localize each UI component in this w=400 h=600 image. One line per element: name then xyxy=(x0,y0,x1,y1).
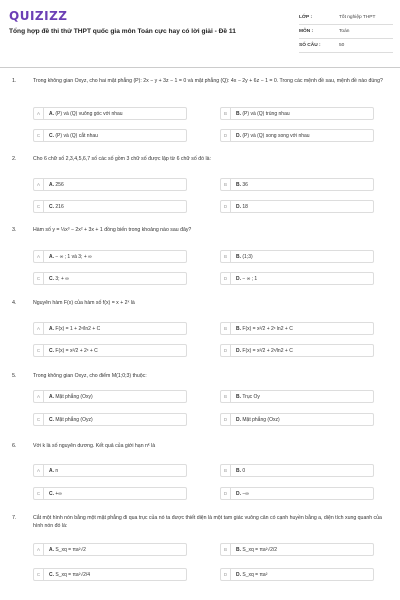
option-text: (P) và (Q) cắt nhau xyxy=(55,132,98,139)
option-letter: D xyxy=(221,414,231,425)
option-letter: A xyxy=(34,465,44,476)
option-label: A. xyxy=(49,253,54,260)
option-label: A. xyxy=(49,393,54,400)
option-label: C. xyxy=(49,416,54,423)
option-c[interactable] xyxy=(33,487,187,500)
question-number: 3. xyxy=(12,227,17,233)
option-letter: C xyxy=(34,488,44,499)
quizizz-logo: QUIZIZZ xyxy=(9,9,68,23)
option-letter: C xyxy=(34,345,44,356)
option-text: F(x) = x²/2 + 2ˣ/ln2 + C xyxy=(242,347,293,354)
option-text: 36 xyxy=(242,181,248,188)
meta-key: SỐ CÂU : xyxy=(299,43,321,48)
option-text: 0 xyxy=(242,467,246,474)
question-number: 7. xyxy=(12,515,17,521)
option-text: (1;3) xyxy=(242,253,253,260)
option-label: B. xyxy=(236,181,241,188)
option-c[interactable] xyxy=(33,568,187,581)
option-letter: C xyxy=(34,130,44,141)
option-a[interactable] xyxy=(33,464,187,477)
option-label: A. xyxy=(49,110,54,117)
option-text: 256 xyxy=(55,181,64,188)
option-label: B. xyxy=(236,110,241,117)
question-number: 2. xyxy=(12,156,17,162)
question-number: 5. xyxy=(12,373,17,379)
meta-value: 50 xyxy=(339,43,345,48)
option-label: B. xyxy=(236,467,241,474)
question-text: Với k là số nguyên dương. Kết quả của giới hạn nᵏ là xyxy=(33,443,156,449)
option-letter: C xyxy=(34,569,44,580)
option-label: B. xyxy=(236,253,241,260)
meta-value: Tốt nghiệp THPT xyxy=(339,15,376,20)
option-b[interactable] xyxy=(220,543,374,556)
option-text: Mặt phẳng (Oxy) xyxy=(55,393,93,400)
option-text: n xyxy=(55,467,59,474)
option-b[interactable] xyxy=(220,390,374,403)
option-letter: B xyxy=(221,179,231,190)
option-letter: B xyxy=(221,323,231,334)
option-text: S_xq = πa²√2/2 xyxy=(242,546,278,553)
meta-value: Toán xyxy=(339,29,350,34)
option-letter: D xyxy=(221,345,231,356)
option-c[interactable] xyxy=(33,129,187,142)
option-letter: C xyxy=(34,273,44,284)
option-letter: C xyxy=(34,201,44,212)
option-b[interactable] xyxy=(220,107,374,120)
option-letter: A xyxy=(34,179,44,190)
option-letter: D xyxy=(221,130,231,141)
option-letter: A xyxy=(34,323,44,334)
option-b[interactable] xyxy=(220,178,374,191)
option-label: C. xyxy=(49,275,54,282)
option-text: − ∞ ; 1 xyxy=(242,275,258,282)
question-text: Cho 6 chữ số 2,3,4,5,6,7 số các số gồm 3 chữ số được lập từ 6 chữ số đó là: xyxy=(33,156,211,162)
option-text: −∞ xyxy=(242,490,249,497)
option-text: F(x) = 1 + 2ˣ/ln2 + C xyxy=(55,325,101,332)
option-label: A. xyxy=(49,546,54,553)
option-text: S_xq = πa²√2/4 xyxy=(55,571,91,578)
option-letter: D xyxy=(221,569,231,580)
option-letter: B xyxy=(221,251,231,262)
option-text: F(x) = x²/2 + 2ˣ ln2 + C xyxy=(242,325,293,332)
option-label: A. xyxy=(49,467,54,474)
option-text: +∞ xyxy=(55,490,62,497)
option-d[interactable] xyxy=(220,200,374,213)
option-c[interactable] xyxy=(33,272,187,285)
option-letter: B xyxy=(221,108,231,119)
option-label: B. xyxy=(236,393,241,400)
option-label: C. xyxy=(49,571,54,578)
option-text: 3; + ∞ xyxy=(55,275,69,282)
option-b[interactable] xyxy=(220,464,374,477)
option-text: Mặt phẳng (Oyz) xyxy=(55,416,93,423)
option-b[interactable] xyxy=(220,250,374,263)
question-number: 6. xyxy=(12,443,17,449)
option-label: D. xyxy=(236,571,241,578)
question-text: Cắt một hình nón bằng một mặt phẳng đi qua trục của nó ta được thiết diện là một tam giác vuông cân có cạnh huyền bằng a, diện tích xung quanh của hình nón đó là: xyxy=(33,515,382,529)
option-a[interactable] xyxy=(33,322,187,335)
option-b[interactable] xyxy=(220,322,374,335)
option-text: 216 xyxy=(55,203,64,210)
header-divider xyxy=(0,67,400,68)
option-label: D. xyxy=(236,275,241,282)
option-label: D. xyxy=(236,132,241,139)
option-letter: D xyxy=(221,273,231,284)
option-c[interactable] xyxy=(33,344,187,357)
option-label: A. xyxy=(49,325,54,332)
option-label: C. xyxy=(49,490,54,497)
option-text: − ∞ ; 1 và 3; + ∞ xyxy=(55,253,92,260)
option-d[interactable] xyxy=(220,129,374,142)
option-letter: C xyxy=(34,414,44,425)
option-letter: D xyxy=(221,201,231,212)
option-text: F(x) = x²/2 + 2ˣ + C xyxy=(55,347,98,354)
question-text: Nguyên hàm F(x) của hàm số f(x) = x + 2ˣ là xyxy=(33,300,135,306)
option-d[interactable] xyxy=(220,568,374,581)
meta-row-subject xyxy=(299,25,393,39)
option-label: A. xyxy=(49,181,54,188)
option-letter: B xyxy=(221,391,231,402)
option-label: B. xyxy=(236,546,241,553)
option-label: C. xyxy=(49,132,54,139)
meta-row-count xyxy=(299,39,393,53)
question-text: Trong không gian Oxyz, cho hai mặt phẳng (P): 2x − y + 3z − 1 = 0 và mặt phẳng (Q): 4x − 2y + 6z − 1 = 0. Trong các mệnh đề sau, mệnh đề nào đúng? xyxy=(33,78,383,84)
option-label: C. xyxy=(49,347,54,354)
option-text: S_xq = πa² xyxy=(242,571,268,578)
option-text: (P) và (Q) song song với nhau xyxy=(242,132,310,139)
option-text: Mặt phẳng (Oxz) xyxy=(242,416,280,423)
option-a[interactable] xyxy=(33,390,187,403)
option-label: D. xyxy=(236,490,241,497)
option-d[interactable] xyxy=(220,487,374,500)
option-letter: A xyxy=(34,391,44,402)
question-number: 4. xyxy=(12,300,17,306)
option-letter: A xyxy=(34,251,44,262)
meta-key: LỚP : xyxy=(299,15,313,20)
meta-key: MÔN : xyxy=(299,29,314,34)
option-label: D. xyxy=(236,416,241,423)
option-a[interactable] xyxy=(33,178,187,191)
option-d[interactable] xyxy=(220,413,374,426)
question-number: 1. xyxy=(12,78,17,84)
option-label: D. xyxy=(236,203,241,210)
option-label: C. xyxy=(49,203,54,210)
option-letter: B xyxy=(221,465,231,476)
question-text: Trong không gian Oxyz, cho điểm M(1;0;3) thuộc: xyxy=(33,373,147,379)
option-a[interactable] xyxy=(33,107,187,120)
option-a[interactable] xyxy=(33,543,187,556)
option-text: (P) và (Q) trùng nhau xyxy=(242,110,290,117)
option-d[interactable] xyxy=(220,272,374,285)
document-title: Tổng hợp đề thi thử THPT quốc gia môn Toán cực hay có lời giải - Đề 11 xyxy=(9,28,236,35)
option-text: S_xq = πa²√2 xyxy=(55,546,86,553)
option-text: 18 xyxy=(242,203,248,210)
option-d[interactable] xyxy=(220,344,374,357)
option-c[interactable] xyxy=(33,413,187,426)
meta-row-class xyxy=(299,11,393,25)
option-letter: A xyxy=(34,108,44,119)
option-text: (P) và (Q) vuông góc với nhau xyxy=(55,110,123,117)
option-label: B. xyxy=(236,325,241,332)
option-text: Trục Oy xyxy=(242,393,260,400)
option-letter: A xyxy=(34,544,44,555)
option-letter: B xyxy=(221,544,231,555)
question-text: Hàm số y = ⅓x³ − 2x² + 3x + 1 đồng biến trong khoảng nào sau đây? xyxy=(33,227,192,233)
option-letter: D xyxy=(221,488,231,499)
meta-panel xyxy=(299,11,393,53)
option-a[interactable] xyxy=(33,250,187,263)
option-label: D. xyxy=(236,347,241,354)
option-c[interactable] xyxy=(33,200,187,213)
